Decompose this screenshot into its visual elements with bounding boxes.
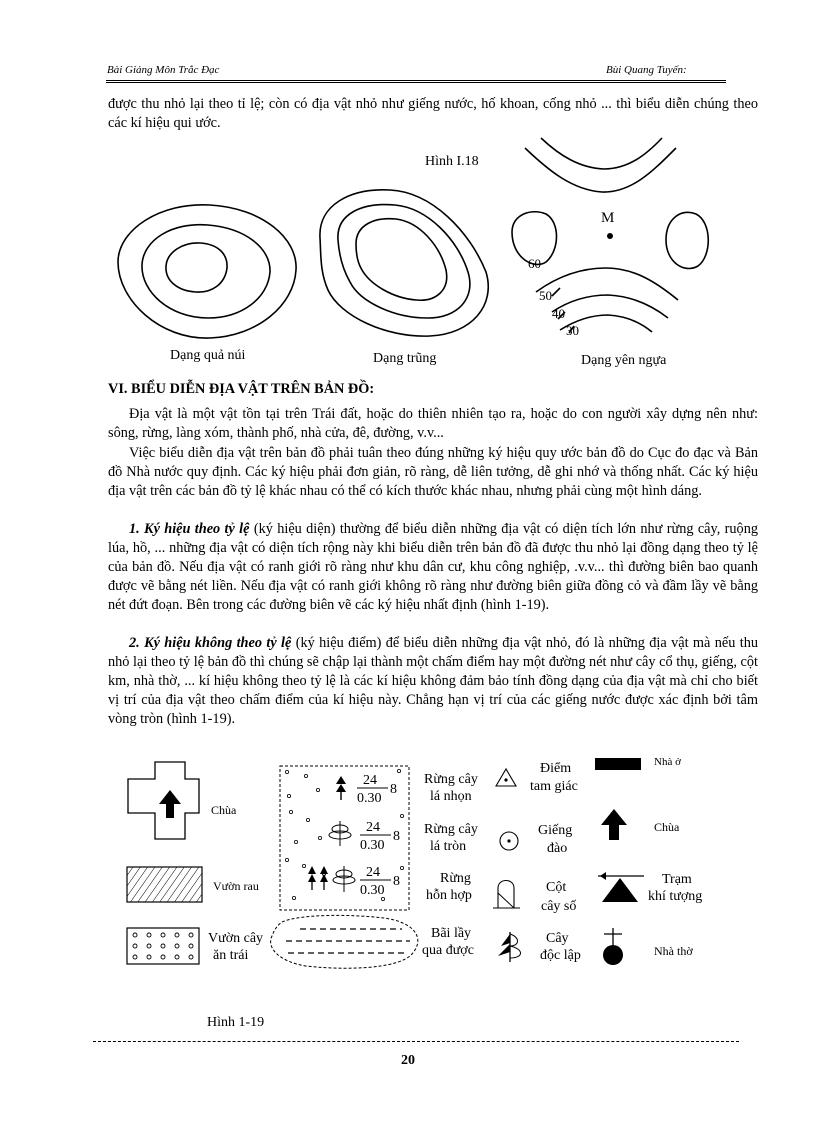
contour-label-40: 40	[552, 306, 565, 321]
label-pagoda-2: Chùa	[654, 820, 680, 834]
label-orchard-1: Vườn cây	[208, 931, 264, 946]
label-mixed-2: hỗn hợp	[426, 888, 472, 903]
paragraph-4-body: (ký hiệu điểm) để biểu diễn những địa vật nhỏ, đó là những địa vật mà nếu thu nhỏ lại theo tỷ lệ bản đồ thì chúng sẽ chập lại thành một chấm điểm hay một đường nét như cây cổ thụ, giếng, cột km, nhà thờ, ... kí hiệu không theo tỷ lệ là các kí hiệu không đảm bảo tính đồng dạng của địa vật mà chỉ cho biết vị trí của địa vật theo chấm điểm của kí hiệu này. Chẳng hạn vị trí của các giếng nước được xác định bởi tâm vòng tròn (hình 1-19).	[108, 635, 758, 727]
contour-label-50: 50	[539, 288, 552, 303]
km-post-icon	[498, 881, 514, 909]
well-center-dot	[507, 839, 510, 842]
pagoda-icon	[601, 809, 627, 840]
caption-saddle: Dạng yên ngựa	[581, 353, 667, 368]
vegetable-garden-symbol	[127, 867, 202, 902]
label-broadleaf-2: lá tròn	[430, 839, 467, 854]
swamp-lines	[286, 929, 410, 953]
orchard-dots	[133, 933, 193, 959]
label-vegetable-garden: Vườn rau	[213, 879, 259, 893]
triangulation-point-dot	[504, 778, 507, 781]
label-well-1: Giếng	[538, 823, 573, 838]
contour-label-60: 60	[528, 256, 541, 271]
section-heading: VI. BIỂU DIỄN ĐỊA VẬT TRÊN BẢN ĐỒ:	[108, 381, 375, 397]
figure-1-18	[0, 0, 816, 380]
figure-19-caption: Hình 1-19	[207, 1015, 265, 1030]
forest-side-1: 8	[390, 782, 397, 797]
weather-station-icon	[602, 878, 638, 902]
forest-boundary	[280, 766, 409, 910]
point-m-label: M	[601, 210, 615, 226]
page-number: 20	[401, 1053, 415, 1068]
label-weather-1: Trạm	[662, 872, 692, 887]
contour-label-30: 30	[566, 323, 579, 338]
weather-station-arrow	[600, 872, 606, 880]
point-m-dot	[607, 233, 613, 239]
broadleaf-tree-icon	[329, 821, 351, 846]
pagoda-arrow-icon	[159, 790, 181, 818]
forest-side-2: 8	[393, 829, 400, 844]
label-coniferous-2: lá nhọn	[430, 789, 472, 804]
forest-num-1: 24	[363, 773, 377, 788]
well-icon	[500, 832, 518, 850]
pagoda-area-symbol	[128, 762, 199, 839]
caption-depression: Dạng trũng	[373, 351, 437, 366]
swamp-boundary	[271, 915, 418, 968]
label-triangulation-2: tam giác	[530, 779, 578, 794]
paragraph-1: Địa vật là một vật tồn tại trên Trái đất, hoặc do thiên nhiên tạo ra, hoặc do con người xây dựng nên như: sông, rừng, làng xóm, thành phố, nhà cửa, đê, đường, v.v...	[108, 406, 758, 441]
paragraph-3	[108, 520, 758, 615]
forest-side-3: 8	[393, 874, 400, 889]
label-mixed-1: Rừng	[440, 871, 471, 886]
orchard-symbol	[127, 928, 199, 964]
label-weather-2: khí tượng	[648, 889, 703, 904]
paragraph-2: Việc biểu diễn địa vật trên bản đồ phải tuân theo đúng những ký hiệu quy ước bản đồ do Cục đo đạc và Bản đồ Nhà nước quy định. Các ký hiệu phải đơn giản, rõ ràng, dễ liên tưởng, dễ ghi nhớ và thống nhất. Các ký hiệu địa vật trên các bản đồ tỷ lệ khác nhau có thể có kích thước khác nhau, nhưng phải cùng một hình dáng.	[108, 445, 758, 499]
coniferous-tree-icon	[336, 776, 346, 800]
forest-den-3: 0.30	[360, 883, 385, 898]
intro-paragraph: được thu nhỏ lại theo tỉ lệ; còn có địa vật nhỏ như giếng nước, hố khoan, cống nhỏ ... thì biểu diễn chúng theo các kí hiệu qui ước.	[108, 96, 758, 131]
label-tree-2: độc lập	[540, 948, 581, 963]
paragraph-3-body: (ký hiệu diện) thường để biểu diễn những địa vật có diện tích lớn như rừng cây, ruộng lúa, hồ, ... những địa vật có diện tích rộng này khi biểu diễn trên bản đồ đã được thu nhỏ lại đồng dạng theo tỷ lệ của bản đồ. Nếu địa vật có ranh giới rõ ràng như khu dân cư, khu công nghiệp, .v.v... thì đường biên bao quanh được vẽ bằng nét liền. Nếu địa vật có ranh giới không rõ ràng như đường biên giữa đồng cỏ và đầm lầy vẽ bằng nét đứt đoạn. Bên trong các đường biên vẽ các ký hiệu nhất định (hình 1-19).	[108, 521, 759, 613]
mixed-forest-icons	[308, 866, 355, 892]
label-triangulation-1: Điểm	[540, 761, 572, 776]
header-left: Bài Giảng Môn Trắc Đạc	[107, 64, 220, 76]
label-swamp-1: Bãi lầy	[431, 926, 472, 941]
label-broadleaf-1: Rừng cây	[424, 822, 478, 837]
label-km-post-1: Cột	[546, 880, 567, 895]
standalone-tree-icon	[498, 932, 521, 962]
paragraph-4-lead: 2. Ký hiệu không theo tỷ lệ	[129, 635, 292, 651]
depression-contours	[320, 190, 488, 336]
label-well-2: đào	[547, 841, 568, 856]
header-right: Bùi Quang Tuyến:	[606, 64, 687, 76]
triangulation-point-icon	[496, 769, 516, 786]
figure-18-title: Hình I.18	[425, 154, 479, 169]
label-church: Nhà thờ	[654, 944, 693, 958]
label-house: Nhà ở	[654, 756, 681, 768]
label-orchard-2: ăn trái	[213, 948, 249, 963]
paragraph-3-lead: 1. Ký hiệu theo tỷ lệ	[129, 521, 250, 537]
mountain-contours	[118, 205, 296, 338]
house-icon	[595, 758, 641, 770]
forest-scattered-dots	[285, 769, 403, 900]
label-km-post-2: cây số	[541, 899, 577, 914]
caption-mountain: Dạng quả núi	[170, 348, 246, 363]
church-icon	[603, 945, 623, 965]
km-post-diagonal	[498, 893, 514, 908]
forest-num-3: 24	[366, 865, 380, 880]
footer-rule	[93, 1041, 739, 1042]
forest-num-2: 24	[366, 820, 380, 835]
label-coniferous-1: Rừng cây	[424, 772, 478, 787]
label-swamp-2: qua được	[422, 943, 474, 958]
forest-den-1: 0.30	[357, 791, 382, 806]
label-tree-1: Cây	[546, 931, 569, 946]
label-pagoda-1: Chùa	[211, 803, 237, 817]
paragraph-4	[108, 634, 758, 729]
forest-den-2: 0.30	[360, 838, 385, 853]
